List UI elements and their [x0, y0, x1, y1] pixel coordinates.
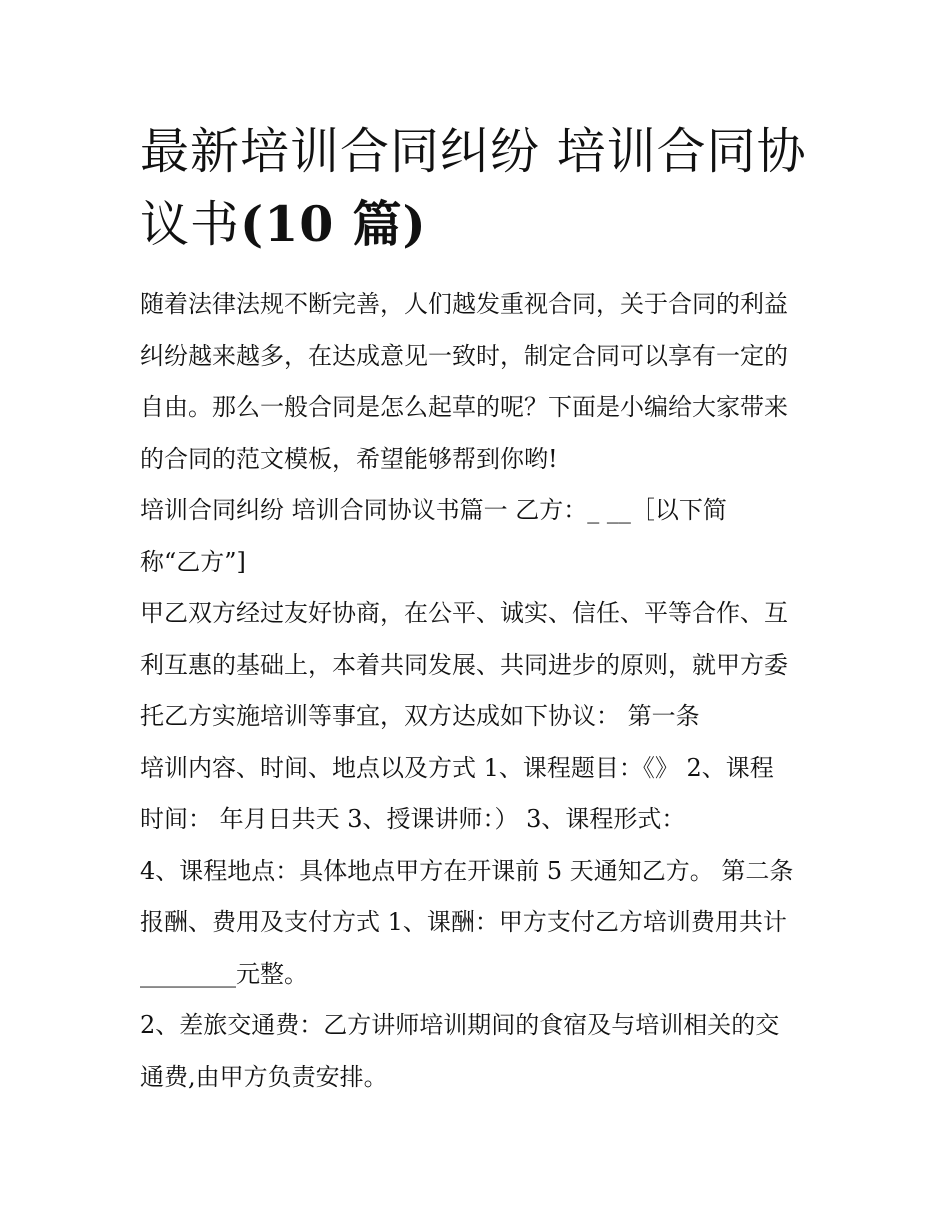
title-line-1: 最新培训合同纠纷 培训合同协 — [140, 123, 807, 180]
document-body — [140, 279, 830, 1103]
text-line: 时间： 年月日共天 3、授课讲师：） 3、课程形式： — [140, 805, 686, 833]
text-line: 纠纷越来越多，在达成意见一致时，制定合同可以享有一定的 — [140, 341, 788, 370]
title-line-2-prefix: 议书 — [140, 196, 241, 253]
text-line: 自由。那么一般合同是怎么起草的呢？下面是小编给大家带来 — [140, 393, 788, 421]
text-line: 利互惠的基础上，本着共同发展、共同进步的原则，就甲方委 — [140, 650, 788, 679]
text-line: 通费,由甲方负责安排。 — [140, 1062, 388, 1091]
text-line: 称“乙方”] — [140, 547, 246, 576]
text-line: 随着法律法规不断完善，人们越发重视合同，关于合同的利益 — [140, 290, 788, 318]
text-line: ________元整。 — [140, 959, 308, 988]
text-line: 甲乙双方经过友好协商，在公平、诚实、信任、平等合作、互 — [140, 599, 788, 627]
text-line: 的合同的范文模板，希望能够帮到你哟! — [140, 444, 558, 473]
text-line: 培训内容、时间、地点以及方式 1、课程题目：《》 2、课程 — [140, 753, 774, 782]
title-line-2 — [140, 188, 820, 261]
title-line-2-count: (10 篇) — [240, 195, 427, 253]
text-line: 4、课程地点：具体地点甲方在开课前 5 天通知乙方。 第二条 — [140, 856, 794, 885]
page-title — [140, 116, 820, 261]
text-line: 托乙方实施培训等事宜，双方达成如下协议： 第一条 — [140, 702, 700, 730]
text-line: 培训合同纠纷 培训合同协议书篇一 乙方：_ __［以下简 — [140, 496, 727, 524]
text-line: 报酬、费用及支付方式 1、课酬：甲方支付乙方培训费用共计 — [140, 908, 787, 936]
text-line: 2、差旅交通费：乙方讲师培训期间的食宿及与培训相关的交 — [140, 1011, 780, 1039]
